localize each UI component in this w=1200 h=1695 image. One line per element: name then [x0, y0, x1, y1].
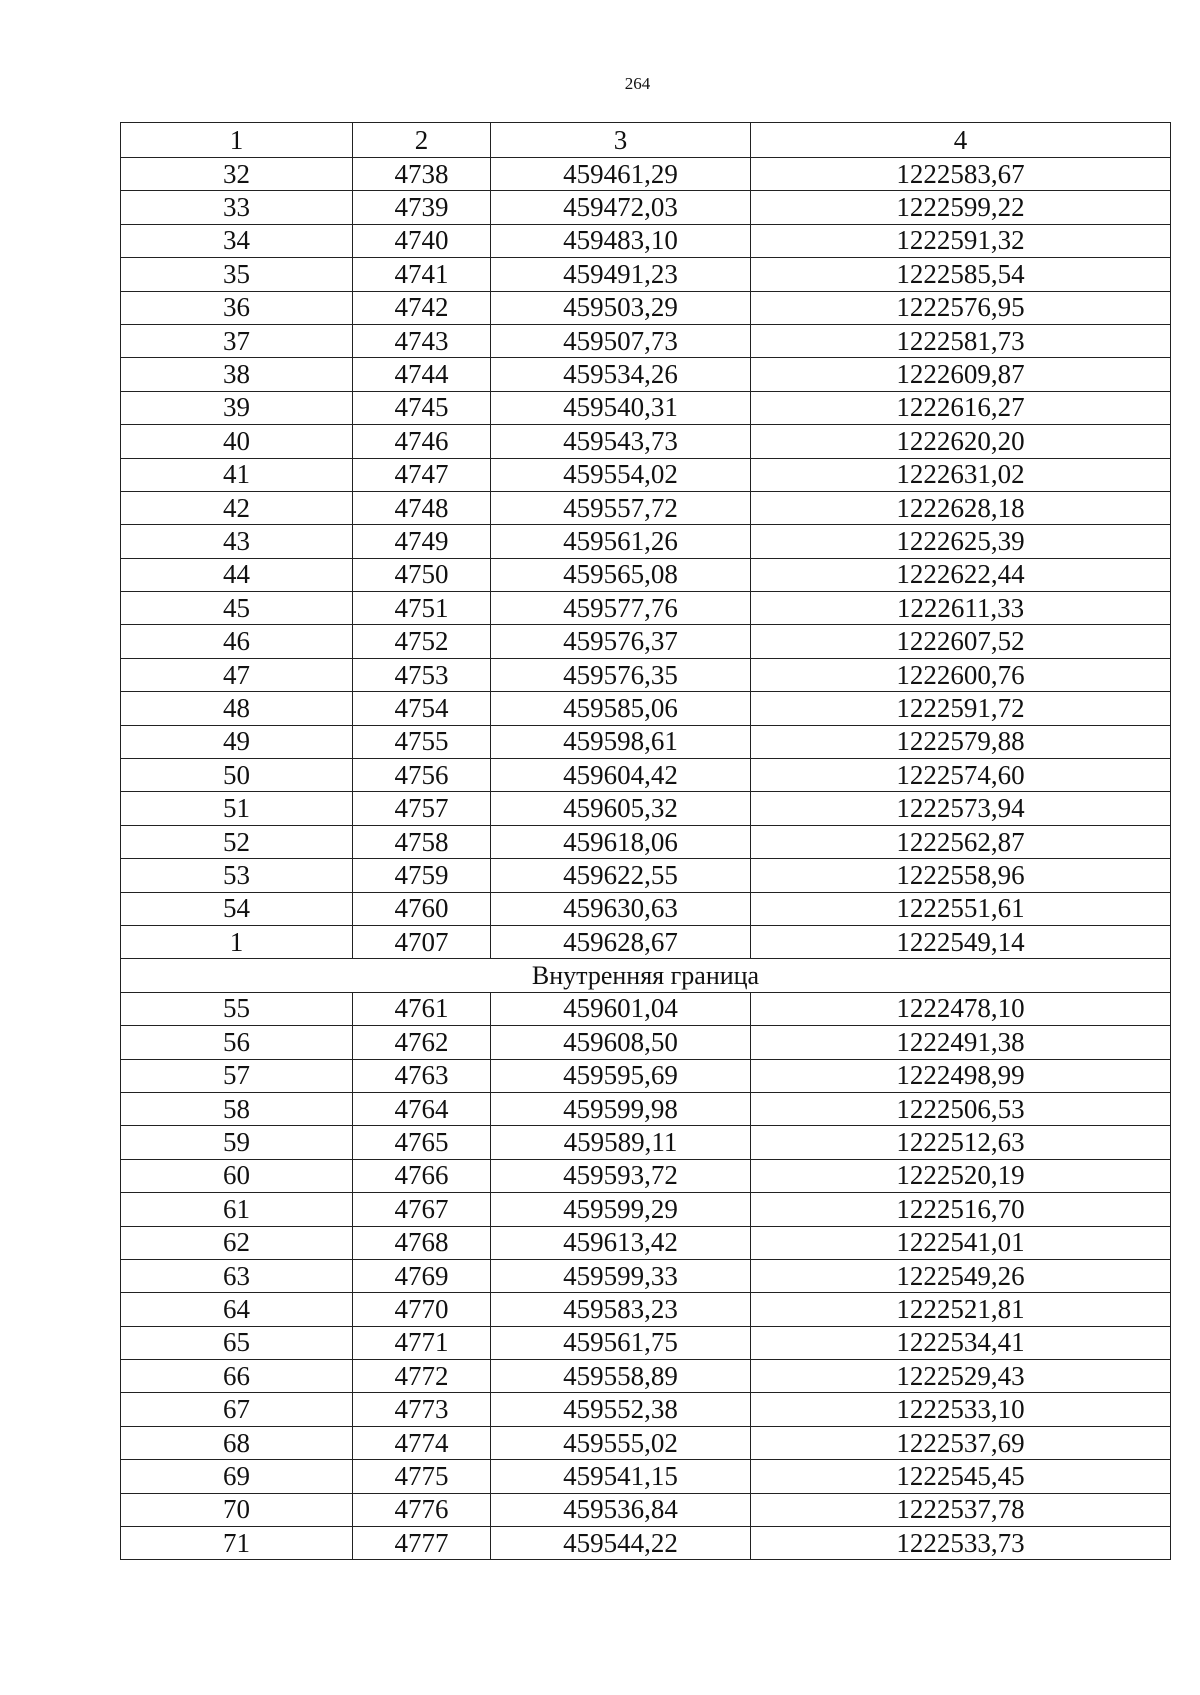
table-row [121, 1193, 1171, 1226]
table-cell: 1222574,60 [751, 759, 1171, 792]
table-cell: 459613,42 [491, 1226, 751, 1259]
table-header-row [121, 123, 1171, 158]
table-cell: 4761 [353, 992, 491, 1025]
table-cell: 1222506,53 [751, 1092, 1171, 1125]
table-cell: 1222576,95 [751, 291, 1171, 324]
table-row [121, 425, 1171, 458]
table-cell: 1222516,70 [751, 1193, 1171, 1226]
table-cell: 4773 [353, 1393, 491, 1426]
table-cell: 4768 [353, 1226, 491, 1259]
table-cell: 1222529,43 [751, 1360, 1171, 1393]
table-row [121, 1493, 1171, 1526]
table-cell: 459565,08 [491, 558, 751, 591]
table-cell: 459576,37 [491, 625, 751, 658]
table-cell: 1222562,87 [751, 825, 1171, 858]
table-row [121, 291, 1171, 324]
table-cell: 459604,42 [491, 759, 751, 792]
table-cell: 4753 [353, 658, 491, 691]
table-cell: 459555,02 [491, 1426, 751, 1459]
table-row [121, 1326, 1171, 1359]
table-cell: 4766 [353, 1159, 491, 1192]
page-number: 264 [624, 74, 651, 93]
table-cell: 459622,55 [491, 859, 751, 892]
table-cell: 4757 [353, 792, 491, 825]
table-cell: 459536,84 [491, 1493, 751, 1526]
table-cell: 70 [121, 1493, 353, 1526]
table-cell: 1222498,99 [751, 1059, 1171, 1092]
table-cell: 4747 [353, 458, 491, 491]
table-cell: 1222537,78 [751, 1493, 1171, 1526]
table-cell: 4771 [353, 1326, 491, 1359]
table-row [121, 224, 1171, 257]
table-cell: 459576,35 [491, 658, 751, 691]
table-cell: 459507,73 [491, 324, 751, 357]
table-cell: 36 [121, 291, 353, 324]
table-cell: 4741 [353, 258, 491, 291]
table-cell: 69 [121, 1460, 353, 1493]
table-cell: 1222534,41 [751, 1326, 1171, 1359]
table-row [121, 1293, 1171, 1326]
section-label: Внутренняя граница [121, 959, 1171, 992]
table-cell: 459628,67 [491, 925, 751, 958]
table-cell: 1222585,54 [751, 258, 1171, 291]
table-cell: 1222579,88 [751, 725, 1171, 758]
table-row [121, 558, 1171, 591]
table-cell: 4759 [353, 859, 491, 892]
table-cell: 459561,26 [491, 525, 751, 558]
table-cell: 1222549,26 [751, 1259, 1171, 1292]
table-cell: 459461,29 [491, 158, 751, 191]
column-header: 4 [751, 123, 1171, 158]
table-cell: 4738 [353, 158, 491, 191]
table-cell: 1222491,38 [751, 1026, 1171, 1059]
table-cell: 4751 [353, 592, 491, 625]
table-cell: 4762 [353, 1026, 491, 1059]
table-cell: 459577,76 [491, 592, 751, 625]
table-cell: 459541,15 [491, 1460, 751, 1493]
section-row [121, 959, 1171, 992]
table-cell: 34 [121, 224, 353, 257]
table-cell: 4756 [353, 759, 491, 792]
table-cell: 1222600,76 [751, 658, 1171, 691]
table-cell: 1222478,10 [751, 992, 1171, 1025]
table-cell: 4758 [353, 825, 491, 858]
table-cell: 4754 [353, 692, 491, 725]
table-cell: 459599,33 [491, 1259, 751, 1292]
table-row [121, 1092, 1171, 1125]
table-cell: 1222541,01 [751, 1226, 1171, 1259]
table-row [121, 692, 1171, 725]
table-cell: 61 [121, 1193, 353, 1226]
table-cell: 4707 [353, 925, 491, 958]
table-cell: 50 [121, 759, 353, 792]
table-cell: 46 [121, 625, 353, 658]
table-cell: 4760 [353, 892, 491, 925]
table-row [121, 1460, 1171, 1493]
table-cell: 4749 [353, 525, 491, 558]
table-cell: 1222545,45 [751, 1460, 1171, 1493]
table-cell: 1222616,27 [751, 391, 1171, 424]
table-cell: 459598,61 [491, 725, 751, 758]
table-row [121, 592, 1171, 625]
table-cell: 4740 [353, 224, 491, 257]
table-cell: 459589,11 [491, 1126, 751, 1159]
table-cell: 4775 [353, 1460, 491, 1493]
table-row [121, 1126, 1171, 1159]
table-cell: 459491,23 [491, 258, 751, 291]
table-cell: 71 [121, 1527, 353, 1560]
table-cell: 4755 [353, 725, 491, 758]
table-row [121, 859, 1171, 892]
table-cell: 4776 [353, 1493, 491, 1526]
table-cell: 39 [121, 391, 353, 424]
table-cell: 4748 [353, 491, 491, 524]
table-cell: 459605,32 [491, 792, 751, 825]
table-row [121, 1159, 1171, 1192]
table-cell: 1222622,44 [751, 558, 1171, 591]
table-cell: 459472,03 [491, 191, 751, 224]
table-cell: 55 [121, 992, 353, 1025]
table-row [121, 191, 1171, 224]
table-row [121, 1059, 1171, 1092]
column-header: 2 [353, 123, 491, 158]
table-cell: 1222558,96 [751, 859, 1171, 892]
table-cell: 4772 [353, 1360, 491, 1393]
table-row [121, 992, 1171, 1025]
table-row [121, 625, 1171, 658]
table-cell: 4744 [353, 358, 491, 391]
table-cell: 47 [121, 658, 353, 691]
table-cell: 1222573,94 [751, 792, 1171, 825]
table-cell: 49 [121, 725, 353, 758]
table-cell: 32 [121, 158, 353, 191]
table-cell: 1222583,67 [751, 158, 1171, 191]
table-cell: 459544,22 [491, 1527, 751, 1560]
table-row [121, 1426, 1171, 1459]
table-cell: 44 [121, 558, 353, 591]
table-cell: 459543,73 [491, 425, 751, 458]
table-cell: 1222533,73 [751, 1527, 1171, 1560]
table-cell: 4742 [353, 291, 491, 324]
table-cell: 4769 [353, 1259, 491, 1292]
table-cell: 35 [121, 258, 353, 291]
table-row [121, 725, 1171, 758]
table-cell: 459534,26 [491, 358, 751, 391]
table-cell: 51 [121, 792, 353, 825]
table-cell: 42 [121, 491, 353, 524]
table-row [121, 792, 1171, 825]
table-row [121, 525, 1171, 558]
table-cell: 56 [121, 1026, 353, 1059]
table-cell: 58 [121, 1092, 353, 1125]
table-cell: 1222591,72 [751, 692, 1171, 725]
table-cell: 459595,69 [491, 1059, 751, 1092]
table-row [121, 1393, 1171, 1426]
table-cell: 4774 [353, 1426, 491, 1459]
table-cell: 4743 [353, 324, 491, 357]
table-cell: 1222549,14 [751, 925, 1171, 958]
table-cell: 1222533,10 [751, 1393, 1171, 1426]
table-cell: 459561,75 [491, 1326, 751, 1359]
table-cell: 459540,31 [491, 391, 751, 424]
table-cell: 459583,23 [491, 1293, 751, 1326]
table-row [121, 892, 1171, 925]
table-cell: 459585,06 [491, 692, 751, 725]
table-cell: 54 [121, 892, 353, 925]
table-cell: 67 [121, 1393, 353, 1426]
table-cell: 4770 [353, 1293, 491, 1326]
table-cell: 1222625,39 [751, 525, 1171, 558]
table-cell: 1222551,61 [751, 892, 1171, 925]
table-cell: 4750 [353, 558, 491, 591]
table-cell: 4765 [353, 1126, 491, 1159]
table-row [121, 1527, 1171, 1560]
table-cell: 43 [121, 525, 353, 558]
table-cell: 60 [121, 1159, 353, 1192]
table-cell: 459599,29 [491, 1193, 751, 1226]
table-cell: 4767 [353, 1193, 491, 1226]
table-cell: 459593,72 [491, 1159, 751, 1192]
table-cell: 63 [121, 1259, 353, 1292]
table-cell: 53 [121, 859, 353, 892]
table-cell: 4746 [353, 425, 491, 458]
table-row [121, 925, 1171, 958]
table-row [121, 391, 1171, 424]
table-cell: 62 [121, 1226, 353, 1259]
table-cell: 57 [121, 1059, 353, 1092]
table-cell: 45 [121, 592, 353, 625]
table-cell: 459601,04 [491, 992, 751, 1025]
table-cell: 459554,02 [491, 458, 751, 491]
table-row [121, 759, 1171, 792]
table-body [121, 123, 1171, 1560]
table-cell: 1222521,81 [751, 1293, 1171, 1326]
table-cell: 4764 [353, 1092, 491, 1125]
table-cell: 1 [121, 925, 353, 958]
table-cell: 459630,63 [491, 892, 751, 925]
table-cell: 459557,72 [491, 491, 751, 524]
table-cell: 1222611,33 [751, 592, 1171, 625]
table-row [121, 658, 1171, 691]
table-row [121, 358, 1171, 391]
table-cell: 68 [121, 1426, 353, 1459]
table-cell: 459608,50 [491, 1026, 751, 1059]
table-cell: 1222607,52 [751, 625, 1171, 658]
table-cell: 59 [121, 1126, 353, 1159]
table-row [121, 1360, 1171, 1393]
table-row [121, 258, 1171, 291]
table-cell: 459618,06 [491, 825, 751, 858]
table-cell: 52 [121, 825, 353, 858]
table-row [121, 1259, 1171, 1292]
table-cell: 4745 [353, 391, 491, 424]
table-row [121, 324, 1171, 357]
table-cell: 48 [121, 692, 353, 725]
table-row [121, 458, 1171, 491]
table-cell: 1222520,19 [751, 1159, 1171, 1192]
table-cell: 37 [121, 324, 353, 357]
table-row [121, 491, 1171, 524]
table-cell: 459503,29 [491, 291, 751, 324]
table-cell: 1222581,73 [751, 324, 1171, 357]
table-row [121, 158, 1171, 191]
column-header: 1 [121, 123, 353, 158]
table-cell: 459483,10 [491, 224, 751, 257]
column-header: 3 [491, 123, 751, 158]
table-cell: 1222599,22 [751, 191, 1171, 224]
table-cell: 4752 [353, 625, 491, 658]
table-row [121, 1226, 1171, 1259]
table-cell: 64 [121, 1293, 353, 1326]
table-cell: 4777 [353, 1527, 491, 1560]
table-row [121, 825, 1171, 858]
table-cell: 66 [121, 1360, 353, 1393]
table-cell: 459599,98 [491, 1092, 751, 1125]
table-cell: 1222628,18 [751, 491, 1171, 524]
table-cell: 40 [121, 425, 353, 458]
table-row [121, 1026, 1171, 1059]
table-cell: 1222591,32 [751, 224, 1171, 257]
coordinates-table [120, 122, 1171, 1560]
table-cell: 4739 [353, 191, 491, 224]
table-cell: 1222631,02 [751, 458, 1171, 491]
table-cell: 1222512,63 [751, 1126, 1171, 1159]
table-cell: 4763 [353, 1059, 491, 1092]
table-cell: 33 [121, 191, 353, 224]
table-cell: 1222609,87 [751, 358, 1171, 391]
table-cell: 1222620,20 [751, 425, 1171, 458]
table-cell: 38 [121, 358, 353, 391]
table-cell: 41 [121, 458, 353, 491]
table-cell: 459552,38 [491, 1393, 751, 1426]
table-cell: 1222537,69 [751, 1426, 1171, 1459]
table-cell: 65 [121, 1326, 353, 1359]
table-cell: 459558,89 [491, 1360, 751, 1393]
